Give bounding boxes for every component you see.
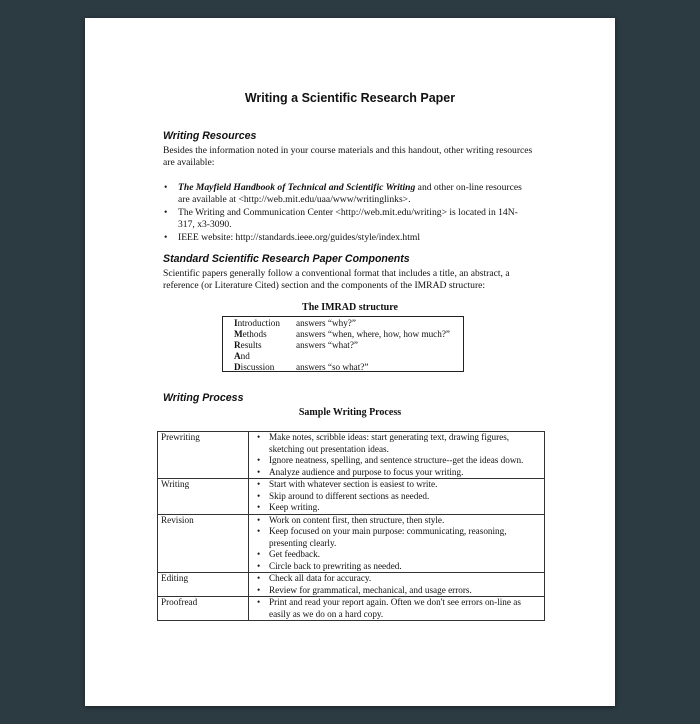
list-item: • Circle back to prewriting as needed. <box>252 561 541 573</box>
components-intro: Scientific papers generally follow a conventional format that includes a title, an abstract, a reference (or Literature Cited) section and the components of the IMRAD structure: <box>163 268 510 292</box>
list-item: • Analyze audience and purpose to focus your writing. <box>252 467 541 479</box>
list-item: • Get feedback. <box>252 549 541 561</box>
imrad-term: Discussion <box>234 362 275 372</box>
steps-cell <box>249 514 545 573</box>
imrad-table <box>222 316 464 372</box>
sample-process-title: Sample Writing Process <box>298 407 402 418</box>
imrad-row <box>234 329 463 340</box>
steps-cell <box>249 573 545 597</box>
components-heading: Standard Scientific Research Paper Components <box>163 253 410 265</box>
writing-process-table <box>157 431 545 621</box>
imrad-row <box>234 318 463 329</box>
table-row <box>158 432 545 479</box>
list-item: • Skip around to different sections as needed. <box>252 491 541 503</box>
imrad-answer: answers “so what?” <box>296 362 369 372</box>
list-item: • Check all data for accuracy. <box>252 573 541 585</box>
list-item: • Start with whatever section is easiest to write. <box>252 479 541 491</box>
table-row <box>158 514 545 573</box>
table-row <box>158 479 545 515</box>
writing-resources-intro: Besides the information noted in your course materials and this handout, other writing resources are available: <box>163 145 533 169</box>
page-title: Writing a Scientific Research Paper <box>244 91 456 105</box>
stage-cell: Revision <box>158 514 249 573</box>
imrad-row <box>234 340 463 351</box>
document-page <box>85 18 615 706</box>
imrad-title: The IMRAD structure <box>302 302 398 313</box>
list-item: • Ignore neatness, spelling, and sentence structure--get the ideas down. <box>252 455 541 467</box>
imrad-answer: answers “why?” <box>296 318 356 328</box>
imrad-term: Results <box>234 340 262 350</box>
steps-cell <box>249 479 545 515</box>
list-item-text: and other on-line resources are available at <http://web.mit.edu/uaa/www/writinglinks>. <box>178 182 522 206</box>
resources-list <box>163 182 533 244</box>
imrad-term: And <box>234 351 250 361</box>
stage-cell: Editing <box>158 573 249 597</box>
stage-cell: Prewriting <box>158 432 249 479</box>
steps-cell <box>249 597 545 621</box>
imrad-term: Introduction <box>234 318 280 328</box>
list-item: • Make notes, scribble ideas: start generating text, drawing figures, sketching out presentation ideas. <box>252 432 541 455</box>
steps-cell <box>249 432 545 479</box>
stage-cell: Writing <box>158 479 249 515</box>
list-item: • Work on content first, then structure, then style. <box>252 515 541 527</box>
list-item <box>163 207 533 232</box>
imrad-answer: answers “when, where, how, how much?” <box>296 329 451 339</box>
table-row <box>158 597 545 621</box>
list-item <box>163 232 533 244</box>
list-item: • Print and read your report again. Often we don't see errors on-line as easily as we do on a hard copy. <box>252 597 541 620</box>
list-item-text: IEEE website: http://standards.ieee.org/guides/style/index.html <box>178 231 421 243</box>
table-row <box>158 573 545 597</box>
stage-cell: Proofread <box>158 597 249 621</box>
list-item: • Keep focused on your main purpose: communicating, reasoning, presenting clearly. <box>252 526 541 549</box>
writing-process-heading: Writing Process <box>163 392 244 404</box>
handbook-title: The Mayfield Handbook of Technical and Scientific Writing <box>178 182 416 193</box>
imrad-answer: answers “what?” <box>296 340 358 350</box>
list-item: • Review for grammatical, mechanical, and usage errors. <box>252 585 541 597</box>
list-item-text: The Writing and Communication Center <http://web.mit.edu/writing> is located in 14N-317, x3-3090. <box>178 206 518 231</box>
list-item <box>163 182 533 207</box>
imrad-term: Methods <box>234 329 267 339</box>
writing-resources-heading: Writing Resources <box>163 130 257 142</box>
imrad-row <box>234 351 463 362</box>
list-item: • Keep writing. <box>252 502 541 514</box>
imrad-row <box>234 362 463 373</box>
